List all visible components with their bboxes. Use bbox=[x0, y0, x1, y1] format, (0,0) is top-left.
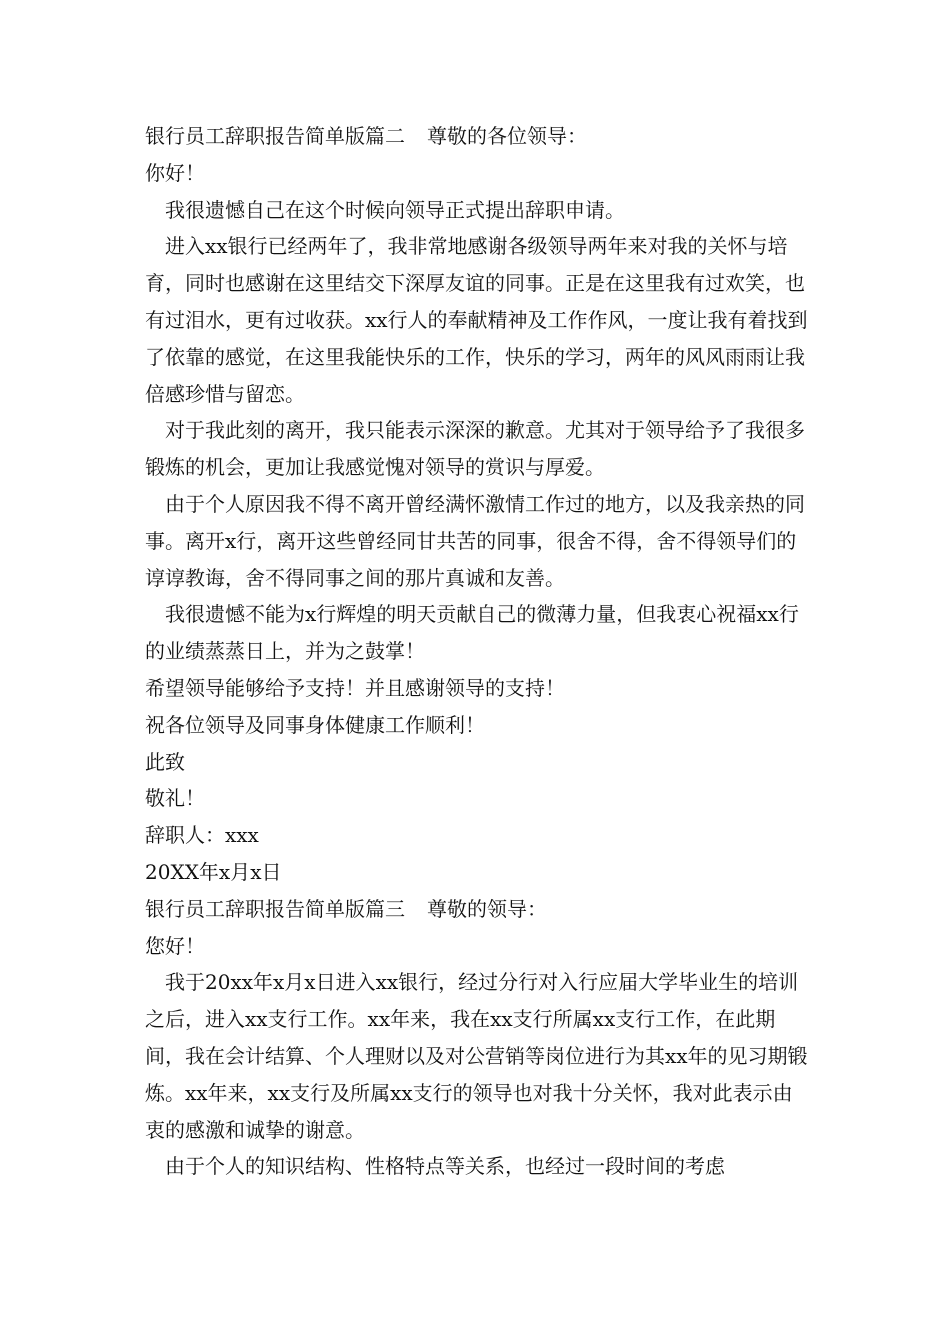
section-2-closing-1: 此致 bbox=[145, 749, 185, 774]
document-body bbox=[145, 118, 810, 1185]
section-3-greeting: 您好！ bbox=[145, 933, 205, 958]
section-2-paragraph-3: 对于我此刻的离开，我只能表示深深的歉意。尤其对于领导给予了我很多锻炼的机会，更加让我感觉愧对领导的赏识与厚爱。 bbox=[145, 418, 805, 480]
section-2-title: 银行员工辞职报告简单版篇二 bbox=[145, 124, 405, 148]
section-2-heading-line bbox=[145, 118, 810, 155]
section-2-paragraph-1: 我很遗憾自己在这个时候向领导正式提出辞职申请。 bbox=[165, 197, 625, 222]
section-3-paragraph-1: 我于20xx年x月x日进入xx银行，经过分行对入行应届大学毕业生的培训之后，进入xx支行工作。xx年来，我在xx支行所属xx支行工作，在此期间，我在会计结算、个人理财以及对公营销等岗位进行为其xx年的见习期锻炼。xx年来，xx支行及所属xx支行的领导也对我十分关怀，我对此表示由衷的感激和诚挚的谢意。 bbox=[145, 970, 808, 1142]
section-2-signature: 辞职人：xxx bbox=[145, 823, 259, 848]
section-2-paragraph-4: 由于个人原因我不得不离开曾经满怀激情工作过的地方，以及我亲热的同事。离开x行，离开这些曾经同甘共苦的同事，很舍不得，舍不得领导们的谆谆教诲，舍不得同事之间的那片真诚和友善。 bbox=[145, 491, 805, 590]
section-2-paragraph-5: 我很遗憾不能为x行辉煌的明天贡献自己的微薄力量，但我衷心祝福xx行的业绩蒸蒸日上，并为之鼓掌！ bbox=[145, 602, 799, 664]
section-3-heading-line bbox=[145, 891, 810, 928]
section-2-date: 20XX年x月x日 bbox=[145, 859, 282, 884]
section-3-salutation: 尊敬的领导： bbox=[427, 896, 547, 921]
section-2-paragraph-6: 希望领导能够给予支持！并且感谢领导的支持！ bbox=[145, 675, 565, 700]
section-2-salutation: 尊敬的各位领导： bbox=[427, 124, 587, 148]
section-2-paragraph-2: 进入xx银行已经两年了，我非常地感谢各级领导两年来对我的关怀与培育，同时也感谢在这里结交下深厚友谊的同事。正是在这里我有过欢笑，也有过泪水，更有过收获。xx行人的奉献精神及工作作风，一度让我有着找到了依靠的感觉，在这里我能快乐的工作，快乐的学习，两年的风风雨雨让我倍感珍惜与留恋。 bbox=[145, 234, 808, 406]
section-2-closing-2: 敬礼！ bbox=[145, 786, 205, 811]
section-3-paragraph-2: 由于个人的知识结构、性格特点等关系，也经过一段时间的考虑 bbox=[165, 1154, 725, 1179]
section-3-title: 银行员工辞职报告简单版篇三 bbox=[145, 896, 405, 921]
section-2-paragraph-7: 祝各位领导及同事身体健康工作顺利！ bbox=[145, 712, 485, 737]
section-2-greeting: 你好！ bbox=[145, 160, 205, 185]
